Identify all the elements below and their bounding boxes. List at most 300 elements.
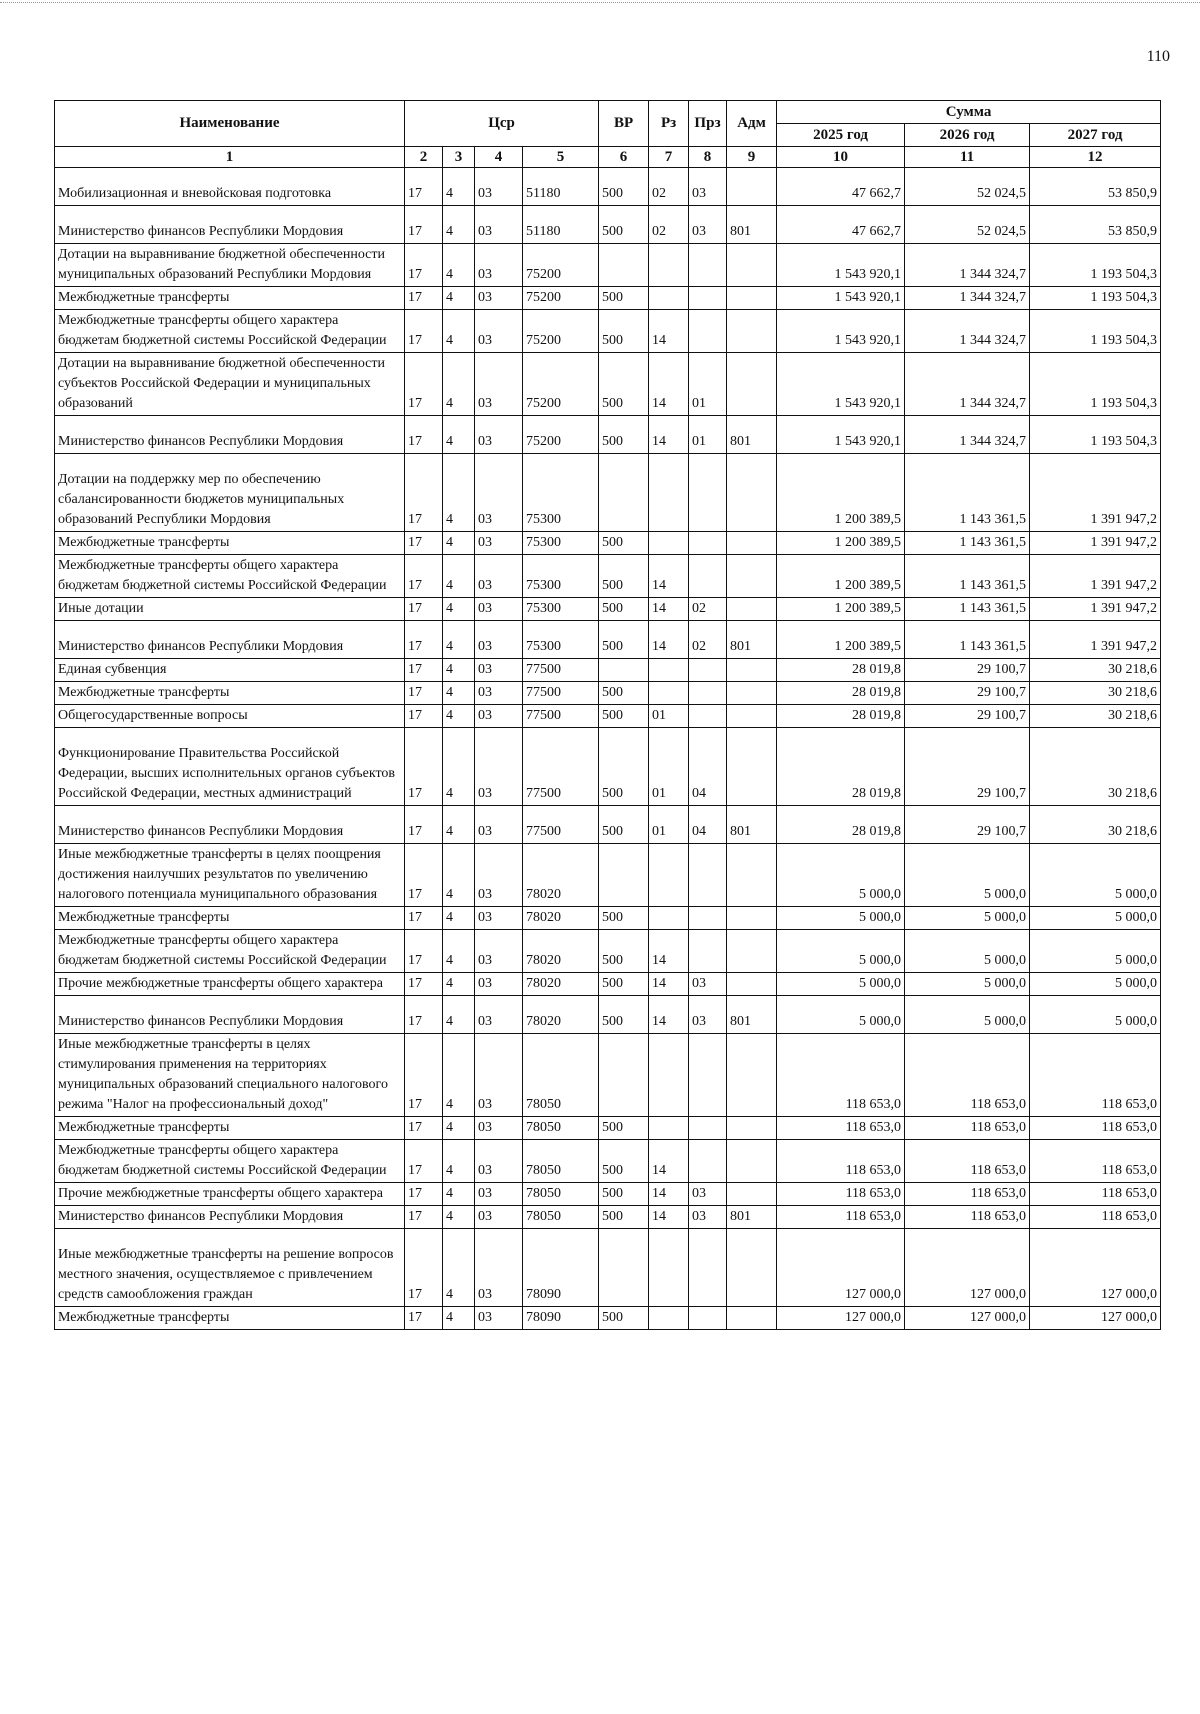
table-row xyxy=(55,1140,1161,1183)
csr-part-3-cell: 03 xyxy=(475,1229,523,1307)
rz-cell: 14 xyxy=(649,973,689,996)
csr-part-3-cell: 03 xyxy=(475,353,523,416)
csr-part-1-cell: 17 xyxy=(405,1206,443,1229)
adm-cell xyxy=(727,930,777,973)
rz-cell xyxy=(649,532,689,555)
sum-2027-cell: 5 000,0 xyxy=(1030,930,1161,973)
vr-cell: 500 xyxy=(599,682,649,705)
csr-part-3-cell: 03 xyxy=(475,1183,523,1206)
csr-part-2-cell: 4 xyxy=(443,1140,475,1183)
row-name-cell: Межбюджетные трансферты общего характера бюджетам бюджетной системы Российской Федерации xyxy=(55,930,405,973)
csr-part-4-cell: 78050 xyxy=(523,1140,599,1183)
prz-cell xyxy=(689,705,727,728)
sum-2026-cell: 5 000,0 xyxy=(905,996,1030,1034)
csr-part-4-cell: 75200 xyxy=(523,353,599,416)
prz-cell xyxy=(689,1117,727,1140)
row-name-cell: Межбюджетные трансферты xyxy=(55,1307,405,1330)
sum-2026-cell: 29 100,7 xyxy=(905,705,1030,728)
sum-2027-cell: 127 000,0 xyxy=(1030,1307,1161,1330)
csr-part-1-cell: 17 xyxy=(405,168,443,206)
table-row xyxy=(55,996,1161,1034)
adm-cell xyxy=(727,973,777,996)
adm-cell xyxy=(727,1229,777,1307)
adm-cell xyxy=(727,844,777,907)
sum-2027-cell: 1 391 947,2 xyxy=(1030,532,1161,555)
csr-part-3-cell: 03 xyxy=(475,973,523,996)
sum-2025-cell: 1 200 389,5 xyxy=(777,532,905,555)
rz-cell: 14 xyxy=(649,416,689,454)
csr-part-1-cell: 17 xyxy=(405,996,443,1034)
csr-part-4-cell: 77500 xyxy=(523,728,599,806)
sum-2025-cell: 127 000,0 xyxy=(777,1229,905,1307)
csr-part-4-cell: 75200 xyxy=(523,244,599,287)
prz-cell xyxy=(689,1229,727,1307)
sum-2025-cell: 1 200 389,5 xyxy=(777,621,905,659)
csr-part-4-cell: 75200 xyxy=(523,310,599,353)
rz-cell: 14 xyxy=(649,353,689,416)
vr-cell: 500 xyxy=(599,416,649,454)
sum-2025-cell: 118 653,0 xyxy=(777,1117,905,1140)
rz-cell: 02 xyxy=(649,168,689,206)
csr-part-3-cell: 03 xyxy=(475,287,523,310)
rz-cell xyxy=(649,1034,689,1117)
csr-part-4-cell: 77500 xyxy=(523,682,599,705)
csr-part-1-cell: 17 xyxy=(405,598,443,621)
sum-2026-cell: 52 024,5 xyxy=(905,206,1030,244)
csr-part-3-cell: 03 xyxy=(475,244,523,287)
table-row xyxy=(55,621,1161,659)
sum-2025-cell: 5 000,0 xyxy=(777,844,905,907)
sum-2027-cell: 5 000,0 xyxy=(1030,907,1161,930)
sum-2026-cell: 52 024,5 xyxy=(905,168,1030,206)
csr-part-1-cell: 17 xyxy=(405,1034,443,1117)
rz-cell: 14 xyxy=(649,1206,689,1229)
sum-2026-cell: 118 653,0 xyxy=(905,1183,1030,1206)
vr-cell: 500 xyxy=(599,1206,649,1229)
csr-part-3-cell: 03 xyxy=(475,1117,523,1140)
table-row xyxy=(55,973,1161,996)
sum-2025-cell: 5 000,0 xyxy=(777,996,905,1034)
csr-part-2-cell: 4 xyxy=(443,996,475,1034)
prz-cell xyxy=(689,930,727,973)
header-year-2027: 2027 год xyxy=(1030,124,1161,147)
vr-cell: 500 xyxy=(599,1117,649,1140)
sum-2026-cell: 127 000,0 xyxy=(905,1229,1030,1307)
adm-cell: 801 xyxy=(727,416,777,454)
csr-part-2-cell: 4 xyxy=(443,1183,475,1206)
table-row xyxy=(55,310,1161,353)
vr-cell: 500 xyxy=(599,206,649,244)
row-name-cell: Межбюджетные трансферты xyxy=(55,287,405,310)
rz-cell: 02 xyxy=(649,206,689,244)
prz-cell xyxy=(689,310,727,353)
row-name-cell: Общегосударственные вопросы xyxy=(55,705,405,728)
adm-cell xyxy=(727,907,777,930)
rz-cell: 14 xyxy=(649,555,689,598)
sum-2025-cell: 1 200 389,5 xyxy=(777,555,905,598)
rz-cell xyxy=(649,907,689,930)
csr-part-4-cell: 75300 xyxy=(523,454,599,532)
header-vr: ВР xyxy=(599,101,649,147)
column-number: 11 xyxy=(905,147,1030,168)
rz-cell: 14 xyxy=(649,930,689,973)
row-name-cell: Межбюджетные трансферты общего характера бюджетам бюджетной системы Российской Федерации xyxy=(55,555,405,598)
prz-cell xyxy=(689,844,727,907)
sum-2027-cell: 1 391 947,2 xyxy=(1030,598,1161,621)
csr-part-3-cell: 03 xyxy=(475,1206,523,1229)
vr-cell xyxy=(599,659,649,682)
rz-cell: 14 xyxy=(649,1140,689,1183)
table-row xyxy=(55,353,1161,416)
rz-cell xyxy=(649,682,689,705)
prz-cell: 03 xyxy=(689,206,727,244)
table-row xyxy=(55,168,1161,206)
adm-cell xyxy=(727,168,777,206)
table-row xyxy=(55,1206,1161,1229)
vr-cell: 500 xyxy=(599,996,649,1034)
rz-cell xyxy=(649,659,689,682)
adm-cell xyxy=(727,287,777,310)
vr-cell: 500 xyxy=(599,287,649,310)
prz-cell xyxy=(689,1140,727,1183)
sum-2027-cell: 127 000,0 xyxy=(1030,1229,1161,1307)
row-name-cell: Иные межбюджетные трансферты на решение вопросов местного значения, осуществляемое с привлечением средств самообложения граждан xyxy=(55,1229,405,1307)
row-name-cell: Межбюджетные трансферты общего характера бюджетам бюджетной системы Российской Федерации xyxy=(55,1140,405,1183)
sum-2027-cell: 1 193 504,3 xyxy=(1030,416,1161,454)
rz-cell: 14 xyxy=(649,621,689,659)
csr-part-3-cell: 03 xyxy=(475,806,523,844)
csr-part-3-cell: 03 xyxy=(475,555,523,598)
header-prz: Прз xyxy=(689,101,727,147)
page-top-border xyxy=(0,2,1200,3)
row-name-cell: Межбюджетные трансферты xyxy=(55,907,405,930)
sum-2025-cell: 28 019,8 xyxy=(777,728,905,806)
column-number: 6 xyxy=(599,147,649,168)
rz-cell: 14 xyxy=(649,598,689,621)
csr-part-3-cell: 03 xyxy=(475,621,523,659)
adm-cell xyxy=(727,728,777,806)
csr-part-2-cell: 4 xyxy=(443,907,475,930)
vr-cell: 500 xyxy=(599,168,649,206)
row-name-cell: Министерство финансов Республики Мордовия xyxy=(55,206,405,244)
csr-part-2-cell: 4 xyxy=(443,1307,475,1330)
sum-2027-cell: 1 391 947,2 xyxy=(1030,621,1161,659)
vr-cell: 500 xyxy=(599,532,649,555)
prz-cell xyxy=(689,1034,727,1117)
prz-cell xyxy=(689,907,727,930)
csr-part-2-cell: 4 xyxy=(443,168,475,206)
sum-2025-cell: 118 653,0 xyxy=(777,1206,905,1229)
csr-part-2-cell: 4 xyxy=(443,705,475,728)
sum-2027-cell: 30 218,6 xyxy=(1030,705,1161,728)
csr-part-1-cell: 17 xyxy=(405,1117,443,1140)
csr-part-1-cell: 17 xyxy=(405,310,443,353)
prz-cell xyxy=(689,454,727,532)
adm-cell: 801 xyxy=(727,1206,777,1229)
table-row xyxy=(55,454,1161,532)
sum-2027-cell: 1 391 947,2 xyxy=(1030,555,1161,598)
csr-part-2-cell: 4 xyxy=(443,532,475,555)
table-row xyxy=(55,705,1161,728)
header-year-2026: 2026 год xyxy=(905,124,1030,147)
prz-cell: 03 xyxy=(689,996,727,1034)
csr-part-4-cell: 78090 xyxy=(523,1307,599,1330)
sum-2027-cell: 5 000,0 xyxy=(1030,973,1161,996)
vr-cell: 500 xyxy=(599,1307,649,1330)
row-name-cell: Прочие межбюджетные трансферты общего характера xyxy=(55,973,405,996)
sum-2025-cell: 28 019,8 xyxy=(777,659,905,682)
adm-cell xyxy=(727,353,777,416)
column-number: 2 xyxy=(405,147,443,168)
vr-cell: 500 xyxy=(599,310,649,353)
csr-part-2-cell: 4 xyxy=(443,1229,475,1307)
sum-2027-cell: 1 193 504,3 xyxy=(1030,244,1161,287)
table-row xyxy=(55,1034,1161,1117)
csr-part-1-cell: 17 xyxy=(405,973,443,996)
sum-2025-cell: 118 653,0 xyxy=(777,1140,905,1183)
sum-2025-cell: 118 653,0 xyxy=(777,1183,905,1206)
prz-cell xyxy=(689,659,727,682)
csr-part-4-cell: 78020 xyxy=(523,907,599,930)
vr-cell: 500 xyxy=(599,555,649,598)
sum-2026-cell: 29 100,7 xyxy=(905,682,1030,705)
row-name-cell: Дотации на выравнивание бюджетной обеспеченности муниципальных образований Республики Мордовия xyxy=(55,244,405,287)
rz-cell xyxy=(649,454,689,532)
csr-part-3-cell: 03 xyxy=(475,728,523,806)
csr-part-3-cell: 03 xyxy=(475,1307,523,1330)
sum-2026-cell: 118 653,0 xyxy=(905,1206,1030,1229)
csr-part-4-cell: 51180 xyxy=(523,206,599,244)
csr-part-2-cell: 4 xyxy=(443,682,475,705)
adm-cell xyxy=(727,1034,777,1117)
csr-part-4-cell: 78020 xyxy=(523,996,599,1034)
table-row xyxy=(55,1117,1161,1140)
csr-part-4-cell: 78090 xyxy=(523,1229,599,1307)
adm-cell xyxy=(727,1307,777,1330)
sum-2027-cell: 1 193 504,3 xyxy=(1030,353,1161,416)
sum-2025-cell: 1 543 920,1 xyxy=(777,310,905,353)
rz-cell: 01 xyxy=(649,806,689,844)
csr-part-1-cell: 17 xyxy=(405,1183,443,1206)
header-csr: Цср xyxy=(405,101,599,147)
table-row xyxy=(55,682,1161,705)
csr-part-2-cell: 4 xyxy=(443,310,475,353)
sum-2025-cell: 5 000,0 xyxy=(777,930,905,973)
sum-2026-cell: 1 344 324,7 xyxy=(905,310,1030,353)
csr-part-4-cell: 78020 xyxy=(523,930,599,973)
vr-cell: 500 xyxy=(599,598,649,621)
prz-cell: 01 xyxy=(689,353,727,416)
column-number: 10 xyxy=(777,147,905,168)
csr-part-4-cell: 77500 xyxy=(523,806,599,844)
row-name-cell: Министерство финансов Республики Мордовия xyxy=(55,621,405,659)
csr-part-2-cell: 4 xyxy=(443,728,475,806)
sum-2025-cell: 1 543 920,1 xyxy=(777,287,905,310)
csr-part-2-cell: 4 xyxy=(443,1117,475,1140)
rz-cell: 01 xyxy=(649,705,689,728)
row-name-cell: Иные дотации xyxy=(55,598,405,621)
csr-part-3-cell: 03 xyxy=(475,1140,523,1183)
csr-part-2-cell: 4 xyxy=(443,598,475,621)
budget-table xyxy=(54,100,1161,1330)
sum-2027-cell: 118 653,0 xyxy=(1030,1034,1161,1117)
sum-2025-cell: 118 653,0 xyxy=(777,1034,905,1117)
prz-cell: 01 xyxy=(689,416,727,454)
column-numbers-row xyxy=(55,147,1161,168)
vr-cell: 500 xyxy=(599,930,649,973)
adm-cell xyxy=(727,705,777,728)
csr-part-2-cell: 4 xyxy=(443,930,475,973)
adm-cell xyxy=(727,1140,777,1183)
csr-part-4-cell: 78050 xyxy=(523,1034,599,1117)
table-body xyxy=(55,168,1161,1330)
sum-2027-cell: 53 850,9 xyxy=(1030,168,1161,206)
csr-part-1-cell: 17 xyxy=(405,806,443,844)
csr-part-4-cell: 75200 xyxy=(523,287,599,310)
csr-part-4-cell: 51180 xyxy=(523,168,599,206)
rz-cell xyxy=(649,1229,689,1307)
sum-2025-cell: 1 200 389,5 xyxy=(777,454,905,532)
prz-cell: 02 xyxy=(689,621,727,659)
column-number: 1 xyxy=(55,147,405,168)
vr-cell: 500 xyxy=(599,621,649,659)
vr-cell xyxy=(599,1034,649,1117)
sum-2025-cell: 28 019,8 xyxy=(777,806,905,844)
prz-cell: 03 xyxy=(689,1183,727,1206)
header-sum: Сумма xyxy=(777,101,1161,124)
csr-part-1-cell: 17 xyxy=(405,454,443,532)
sum-2027-cell: 53 850,9 xyxy=(1030,206,1161,244)
prz-cell xyxy=(689,555,727,598)
adm-cell: 801 xyxy=(727,621,777,659)
column-number: 7 xyxy=(649,147,689,168)
sum-2025-cell: 1 200 389,5 xyxy=(777,598,905,621)
sum-2027-cell: 118 653,0 xyxy=(1030,1117,1161,1140)
csr-part-4-cell: 78050 xyxy=(523,1183,599,1206)
column-number: 5 xyxy=(523,147,599,168)
sum-2027-cell: 118 653,0 xyxy=(1030,1183,1161,1206)
row-name-cell: Единая субвенция xyxy=(55,659,405,682)
csr-part-3-cell: 03 xyxy=(475,907,523,930)
csr-part-1-cell: 17 xyxy=(405,659,443,682)
csr-part-2-cell: 4 xyxy=(443,353,475,416)
csr-part-2-cell: 4 xyxy=(443,621,475,659)
vr-cell xyxy=(599,454,649,532)
row-name-cell: Прочие межбюджетные трансферты общего характера xyxy=(55,1183,405,1206)
row-name-cell: Министерство финансов Республики Мордовия xyxy=(55,1206,405,1229)
csr-part-4-cell: 78020 xyxy=(523,844,599,907)
row-name-cell: Межбюджетные трансферты xyxy=(55,1117,405,1140)
vr-cell: 500 xyxy=(599,1183,649,1206)
table-row xyxy=(55,555,1161,598)
sum-2027-cell: 1 193 504,3 xyxy=(1030,310,1161,353)
prz-cell xyxy=(689,1307,727,1330)
table-row xyxy=(55,532,1161,555)
header-year-2025: 2025 год xyxy=(777,124,905,147)
adm-cell: 801 xyxy=(727,806,777,844)
sum-2026-cell: 1 143 361,5 xyxy=(905,532,1030,555)
row-name-cell: Межбюджетные трансферты общего характера бюджетам бюджетной системы Российской Федерации xyxy=(55,310,405,353)
prz-cell: 03 xyxy=(689,168,727,206)
sum-2027-cell: 5 000,0 xyxy=(1030,844,1161,907)
sum-2026-cell: 1 344 324,7 xyxy=(905,416,1030,454)
vr-cell: 500 xyxy=(599,907,649,930)
csr-part-3-cell: 03 xyxy=(475,705,523,728)
vr-cell: 500 xyxy=(599,705,649,728)
row-name-cell: Министерство финансов Республики Мордовия xyxy=(55,996,405,1034)
prz-cell: 04 xyxy=(689,806,727,844)
vr-cell: 500 xyxy=(599,973,649,996)
sum-2026-cell: 127 000,0 xyxy=(905,1307,1030,1330)
table-row xyxy=(55,206,1161,244)
column-number: 8 xyxy=(689,147,727,168)
csr-part-3-cell: 03 xyxy=(475,598,523,621)
csr-part-1-cell: 17 xyxy=(405,705,443,728)
prz-cell: 03 xyxy=(689,973,727,996)
csr-part-4-cell: 75300 xyxy=(523,555,599,598)
vr-cell: 500 xyxy=(599,806,649,844)
sum-2027-cell: 118 653,0 xyxy=(1030,1140,1161,1183)
sum-2027-cell: 5 000,0 xyxy=(1030,996,1161,1034)
sum-2027-cell: 118 653,0 xyxy=(1030,1206,1161,1229)
sum-2025-cell: 127 000,0 xyxy=(777,1307,905,1330)
csr-part-2-cell: 4 xyxy=(443,973,475,996)
csr-part-4-cell: 78050 xyxy=(523,1206,599,1229)
adm-cell xyxy=(727,532,777,555)
row-name-cell: Межбюджетные трансферты xyxy=(55,532,405,555)
sum-2026-cell: 1 143 361,5 xyxy=(905,454,1030,532)
column-number: 3 xyxy=(443,147,475,168)
csr-part-4-cell: 75300 xyxy=(523,598,599,621)
csr-part-4-cell: 75200 xyxy=(523,416,599,454)
sum-2027-cell: 30 218,6 xyxy=(1030,806,1161,844)
sum-2027-cell: 30 218,6 xyxy=(1030,659,1161,682)
csr-part-1-cell: 17 xyxy=(405,1307,443,1330)
vr-cell xyxy=(599,844,649,907)
table-row xyxy=(55,806,1161,844)
csr-part-3-cell: 03 xyxy=(475,416,523,454)
row-name-cell: Дотации на выравнивание бюджетной обеспеченности субъектов Российской Федерации и муниципальных образований xyxy=(55,353,405,416)
csr-part-1-cell: 17 xyxy=(405,930,443,973)
csr-part-4-cell: 78020 xyxy=(523,973,599,996)
sum-2026-cell: 118 653,0 xyxy=(905,1140,1030,1183)
sum-2025-cell: 47 662,7 xyxy=(777,168,905,206)
csr-part-1-cell: 17 xyxy=(405,1140,443,1183)
column-number: 12 xyxy=(1030,147,1161,168)
adm-cell: 801 xyxy=(727,996,777,1034)
csr-part-1-cell: 17 xyxy=(405,555,443,598)
rz-cell: 14 xyxy=(649,1183,689,1206)
table-row xyxy=(55,1229,1161,1307)
csr-part-3-cell: 03 xyxy=(475,682,523,705)
row-name-cell: Министерство финансов Республики Мордовия xyxy=(55,416,405,454)
sum-2026-cell: 5 000,0 xyxy=(905,844,1030,907)
row-name-cell: Министерство финансов Республики Мордовия xyxy=(55,806,405,844)
sum-2026-cell: 1 143 361,5 xyxy=(905,621,1030,659)
table-row xyxy=(55,244,1161,287)
csr-part-2-cell: 4 xyxy=(443,287,475,310)
prz-cell xyxy=(689,244,727,287)
sum-2025-cell: 1 543 920,1 xyxy=(777,416,905,454)
csr-part-1-cell: 17 xyxy=(405,682,443,705)
adm-cell xyxy=(727,310,777,353)
csr-part-3-cell: 03 xyxy=(475,1034,523,1117)
csr-part-2-cell: 4 xyxy=(443,244,475,287)
vr-cell: 500 xyxy=(599,728,649,806)
csr-part-2-cell: 4 xyxy=(443,1034,475,1117)
vr-cell: 500 xyxy=(599,353,649,416)
prz-cell: 02 xyxy=(689,598,727,621)
